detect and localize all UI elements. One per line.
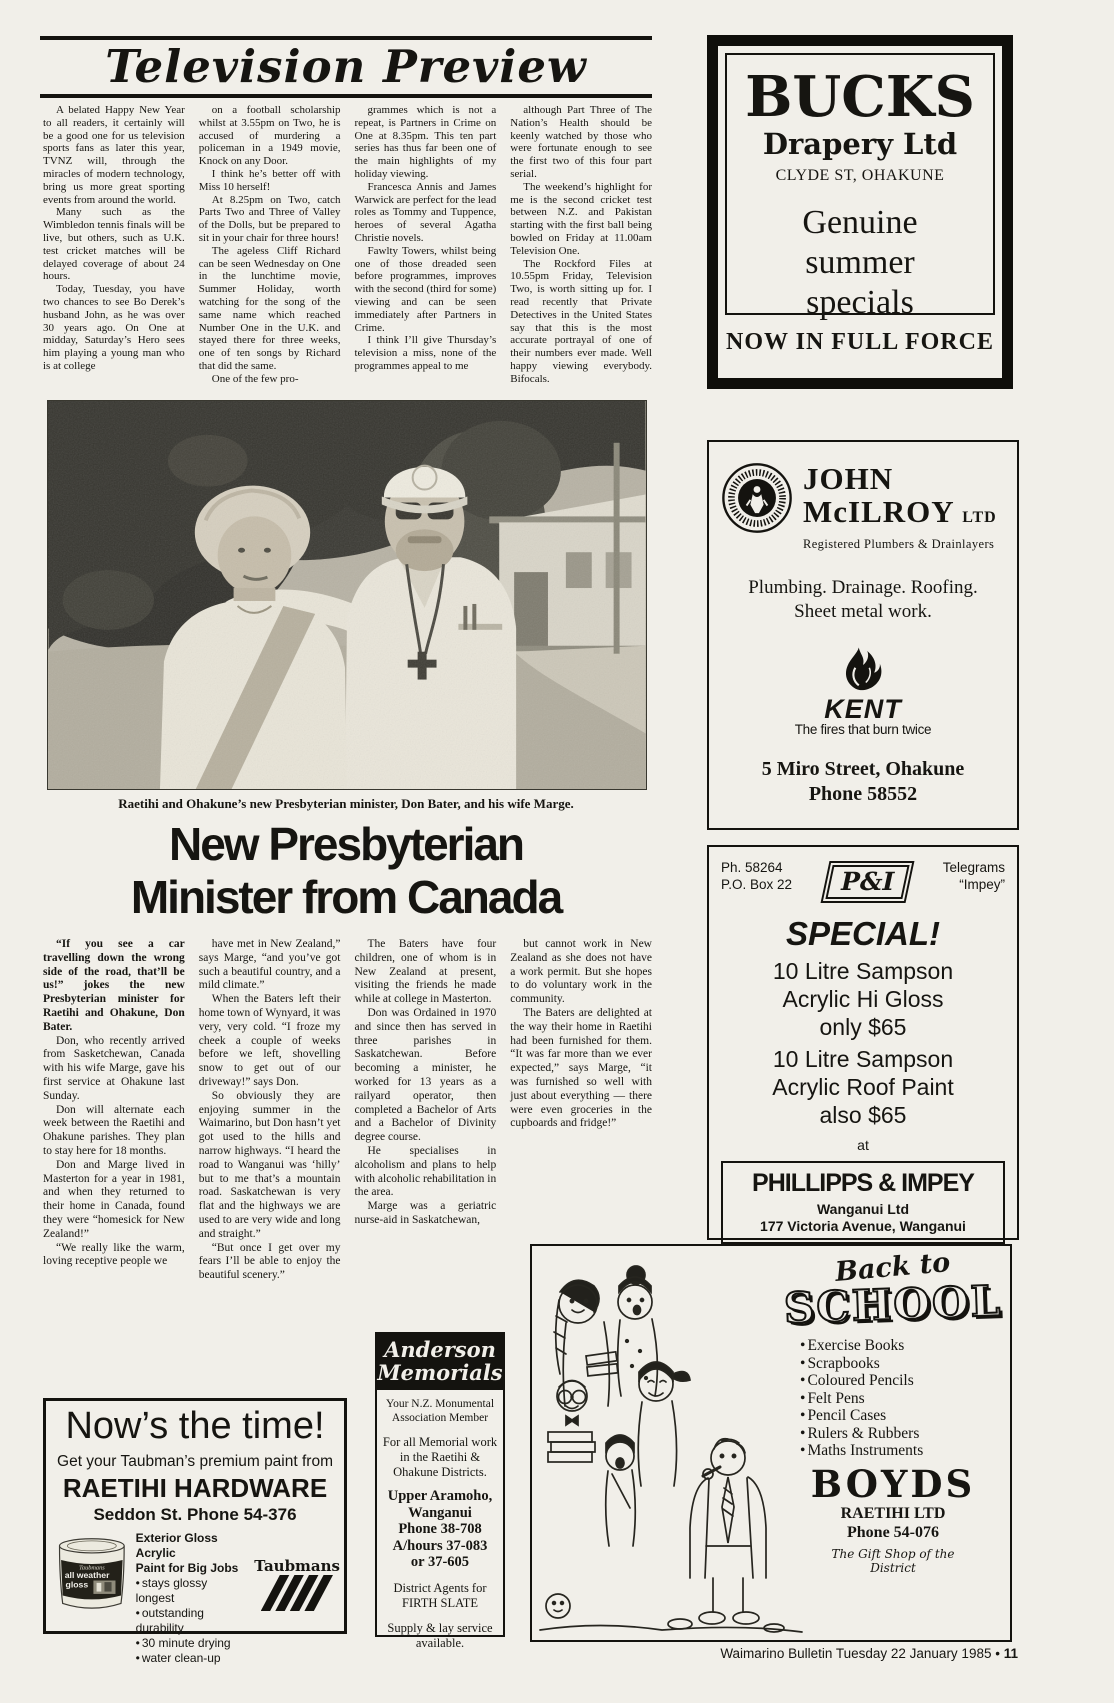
anderson-name bbox=[377, 1334, 503, 1390]
tv-preview-article bbox=[43, 104, 652, 396]
pi-item-2 bbox=[709, 1045, 1017, 1129]
pi-dealer-name: PHILLIPPS & IMPEY bbox=[752, 1169, 974, 1197]
back-to-school-logo-line1: Back to bbox=[834, 1247, 952, 1288]
anderson-address-item: or 37-605 bbox=[410, 1554, 470, 1570]
minister-column-2 bbox=[199, 938, 341, 1350]
tv-column-2-item: The ageless Cliff Richard can be seen Wednesday on One in the lunchtime movie, Summer Holiday, worth watching for the song of the same name which reached Number One in the U.K. and stayed there for three weeks, one of ten songs by Richard that did the same. bbox=[198, 244, 341, 372]
raetihi-headline: Now’s the time! bbox=[65, 1405, 325, 1447]
kent-flame-icon bbox=[842, 646, 884, 691]
pi-item-2-item: 10 Litre Sampson bbox=[772, 1046, 954, 1072]
pi-item-1-item: only $65 bbox=[819, 1014, 907, 1040]
tv-column-3-item: grammes which is not a repeat, is Partners in Crime on One at 8.35pm. This ten part series has thus far been one of the main highlights of my holiday viewing. bbox=[354, 104, 497, 180]
minister-headline-line1: New Presbyterian bbox=[168, 818, 524, 870]
boyds-tagline bbox=[784, 1547, 1002, 1575]
minister-column-1-item: “We really like the warm, loving receptive people we bbox=[43, 1241, 185, 1268]
bucks-ad-address: CLYDE ST, OHAKUNE bbox=[775, 167, 945, 184]
anderson-name-item: Anderson bbox=[384, 1337, 496, 1362]
couple-photo bbox=[47, 400, 647, 790]
mcilroy-services bbox=[709, 576, 1017, 624]
taubmans-product-copy bbox=[136, 1531, 249, 1666]
boyds-store-sub: RAETIHI LTD bbox=[840, 1504, 946, 1522]
kent-tagline: The fires that burn twice bbox=[794, 722, 932, 737]
mcilroy-ltd: LTD bbox=[962, 509, 997, 526]
photo-caption: Raetihi and Ohakune’s new Presbyterian minister, Don Bater, and his wife Marge. bbox=[118, 796, 574, 811]
minister-column-3 bbox=[355, 938, 497, 1350]
minister-column-3-item: He specialises in alcoholism and plans to help with alcoholic rehabilitation in the area. bbox=[354, 1144, 497, 1199]
pi-telegrams-item: Telegrams bbox=[942, 860, 1005, 875]
minister-column-4-item: but cannot work in New Zealand as she does not have a work permit. But she hopes to do voluntary work in the community. bbox=[510, 938, 652, 1006]
pi-item-2-item: also $65 bbox=[819, 1102, 907, 1128]
tv-column-4 bbox=[510, 104, 652, 396]
anderson-body bbox=[377, 1435, 503, 1480]
minister-column-2-item: “But once I get over my fears I’ll be able to enjoy the beautiful scenery.” bbox=[198, 1241, 341, 1282]
tv-column-3-item: Francesca Annis and James Warwick are perfect for the lead roles as Tommy and Tuppence, heroes of several Agatha Christie novels. bbox=[354, 180, 497, 244]
pi-item-1-item: Acrylic Hi Gloss bbox=[782, 986, 944, 1012]
minister-column-1-item: Don will alternate each week between the Raetihi and Ohakune parishes. They plan to stay here for 18 months. bbox=[43, 1103, 185, 1157]
anderson-agents-item: FIRTH SLATE bbox=[402, 1595, 478, 1610]
mcilroy-name-line2: McILROY bbox=[803, 494, 954, 529]
pi-special: SPECIAL! bbox=[785, 915, 940, 952]
back-to-school-items-item: • Scrapbooks bbox=[800, 1355, 1002, 1373]
pi-at: at bbox=[857, 1137, 869, 1153]
anderson-member-item: Your N.Z. Monumental bbox=[385, 1398, 495, 1410]
taubmans-stripes-icon bbox=[261, 1575, 333, 1611]
raetihi-address: Seddon St. Phone 54-376 bbox=[93, 1505, 297, 1524]
raetihi-store-name: RAETIHI HARDWARE bbox=[62, 1473, 328, 1503]
pi-po-box: P.O. Box 22 bbox=[721, 877, 793, 892]
pi-item-1-item: 10 Litre Sampson bbox=[772, 958, 954, 984]
back-to-school-items-item: • Pencil Cases bbox=[800, 1407, 1002, 1425]
anderson-address-item: Wanganui bbox=[408, 1504, 472, 1521]
tv-column-2 bbox=[199, 104, 341, 396]
anderson-address-item: Upper Aramoho, bbox=[387, 1488, 493, 1504]
back-to-school-items-item: • Rulers & Rubbers bbox=[800, 1425, 1002, 1443]
minister-column-2-item: When the Baters left their home town of Wynyard, it was very, very cold. “I froze my cheek a couple of weeks before we left, shovelling snow to get out of our driveway!” says Don. bbox=[198, 993, 341, 1088]
tv-preview-title: Television Preview bbox=[105, 40, 587, 93]
anderson-member-item: Association Member bbox=[391, 1411, 489, 1424]
pi-telegrams-item: “Impey” bbox=[959, 877, 1005, 892]
anderson-memorials-ad bbox=[375, 1332, 505, 1650]
taubmans-product-bullets bbox=[136, 1576, 249, 1666]
pi-dealer-sub-item: Wanganui Ltd bbox=[816, 1201, 910, 1217]
anderson-body-item: Ohakune Districts. bbox=[393, 1465, 487, 1479]
back-to-school-items-item: • Felt Pens bbox=[800, 1390, 1002, 1408]
taubmans-product-title-item: Paint for Big Jobs bbox=[135, 1561, 239, 1575]
boyds-store-name: BOYDS bbox=[810, 1461, 976, 1506]
tv-column-3-item: Fawlty Towers, whilst being one of those dreaded seen before programmes, improves with the second (third for some) viewing and can be seen immediately after Partners in Crime. bbox=[354, 244, 497, 334]
bucks-ad-special bbox=[727, 203, 993, 323]
master-plumbers-seal-icon bbox=[721, 462, 793, 534]
tv-rule-bottom bbox=[40, 94, 652, 98]
pi-item-1 bbox=[709, 957, 1017, 1041]
back-to-school-logo bbox=[783, 1247, 1003, 1333]
minister-column-4-item: The Baters are delighted at the way their home in Raetihi had been furnished for them. “It was far more than we ever expected,” says Marge, “it was furnished so well with just about everything — there were even groceries in the cupboards and fridge!” bbox=[510, 1006, 652, 1130]
pi-dealer-sub-item: 177 Victoria Avenue, Wanganui bbox=[760, 1218, 966, 1234]
boyds-tagline-item: District bbox=[870, 1560, 916, 1575]
tv-column-1-item: A belated Happy New Year to all readers, it certainly will be a good one for us television sports fans as later this year, TVNZ will, through the miracles of modern technology, bring us more great sporting events from around the world. bbox=[43, 104, 185, 206]
pi-item-2-item: Acrylic Roof Paint bbox=[772, 1074, 954, 1100]
mcilroy-services-item: Sheet metal work. bbox=[794, 601, 932, 622]
paint-can-line1: all weather bbox=[64, 1570, 110, 1581]
minister-lead-paragraph: “If you see a car travelling down the wrong side of the road, that’ll be us!” jokes the new Presbyterian minister for Raetihi and Ohakune, Don Bater. bbox=[43, 938, 185, 1033]
mcilroy-name-line1: JOHN bbox=[803, 461, 894, 496]
pi-phone: Ph. 58264 bbox=[721, 860, 783, 875]
minister-column-3-item: Don was Ordained in 1970 and since then has served in three parishes in Saskatchewan. Before becoming a minister, he worked for 13 years as a railyard operator, then completed a Bachelor of Arts and a Bachelor of Divinity degree course. bbox=[354, 1006, 497, 1144]
tv-column-4-item: although Part Three of The Nation’s Health should be keenly watched by those who were fortunate enough to see the first two of this four part serial. bbox=[510, 104, 652, 180]
minister-column-3-item: Marge was a geriatric nurse-aid in Saskatchewan, bbox=[354, 1200, 497, 1226]
pi-dealer-sub bbox=[725, 1201, 1001, 1235]
phillipps-impey-ad bbox=[707, 845, 1019, 1240]
anderson-address bbox=[377, 1488, 503, 1571]
raetihi-subline: Get your Taubman’s premium paint from bbox=[57, 1453, 333, 1470]
minister-column-2-item: So obviously they are enjoying summer in the Waimarino, but Don hasn’t yet got used to the hills and narrow highways. “I heard the road to Wanganui was ‘hilly’ but to me that’s a mountain road. Saskatchewan is very flat and the highways we are used to are very wide and long and straight.” bbox=[198, 1089, 341, 1240]
tv-column-4-item: The Rockford Files at 10.55pm Friday, Television Two, is worth sitting up for. I read recently that Private Detectives in the United States say that this is the most accurate portrayal of one of their numbers ever made. Well happy viewing everybody. Bifocals. bbox=[510, 257, 652, 385]
bucks-ad bbox=[707, 35, 1013, 389]
back-to-school-items-item: • Coloured Pencils bbox=[800, 1372, 1002, 1390]
raetihi-hardware-ad bbox=[43, 1398, 347, 1665]
tv-column-2-item: At 8.25pm on Two, catch Parts Two and Three of Valley of the Dolls, but be prepared to sit in your chair for three hours! bbox=[198, 193, 341, 244]
kent-logo bbox=[709, 646, 1017, 737]
back-to-school-ad bbox=[530, 1244, 1012, 1642]
tv-column-3 bbox=[355, 104, 497, 396]
kent-name: KENT bbox=[824, 694, 902, 724]
anderson-supply bbox=[377, 1621, 503, 1651]
anderson-member bbox=[377, 1398, 503, 1425]
taubmans-product-title-item: Exterior Gloss Acrylic bbox=[135, 1531, 218, 1560]
tv-column-2-item: I think he’s better off with Miss 10 herself! bbox=[198, 167, 341, 193]
mcilroy-name-line2-wrap bbox=[803, 495, 997, 534]
taubmans-product-title bbox=[136, 1531, 249, 1576]
anderson-address-item: A/hours 37-083 bbox=[392, 1537, 488, 1554]
bucks-ad-inner-frame bbox=[725, 53, 995, 321]
anderson-name-item: Memorials bbox=[377, 1360, 503, 1385]
minister-headline-line2: Minister from Canada bbox=[130, 871, 562, 923]
tv-column-1-item: Today, Tuesday, you have two chances to see Bo Derek’s husband John, as he was over 30 years ago. On One at midday, Saturday’s Hero sees him playing a young man who is at college bbox=[43, 283, 185, 372]
minister-column-1-item: Don, who recently arrived from Sasketchewan, Canada with his wife Marge, gave his first service at Ohakune last Sunday. bbox=[43, 1034, 185, 1102]
taubmans-product-bullets-item: • water clean-up bbox=[136, 1651, 249, 1666]
bucks-ad-special-item: specials bbox=[806, 284, 914, 321]
tv-column-4-item: The weekend’s highlight for me is the second cricket test between N.Z. and Pakistan starting with the first ball being bowled on Friday at 11.00am Television One. bbox=[510, 180, 652, 257]
anderson-agents-item: District Agents for bbox=[393, 1580, 487, 1595]
tv-column-1 bbox=[43, 104, 185, 396]
back-to-school-items-item: • Exercise Books bbox=[800, 1337, 1002, 1355]
taubmans-product-bullets-item: • 30 minute drying bbox=[136, 1636, 249, 1651]
bucks-ad-special-item: Genuine bbox=[802, 204, 918, 241]
anderson-agents bbox=[377, 1581, 503, 1611]
back-to-school-logo-line2: SCHOOL bbox=[783, 1276, 1003, 1333]
pi-logo-text: P&I bbox=[825, 865, 909, 899]
paint-can-brand: Taubmans bbox=[79, 1564, 105, 1572]
anderson-supply-item: Supply & lay service bbox=[387, 1620, 493, 1635]
paint-can-line2: gloss bbox=[65, 1579, 89, 1590]
back-to-school-items-item: • Maths Instruments bbox=[800, 1442, 1002, 1460]
minister-column-1 bbox=[43, 938, 185, 1350]
mcilroy-ad bbox=[707, 440, 1019, 830]
minister-column-1-item: Don and Marge lived in Masterton for a year in 1981, and when they returned to their home in Canada, found they were “homesick for New Zealand!” bbox=[43, 1158, 185, 1240]
mcilroy-services-item: Plumbing. Drainage. Roofing. bbox=[748, 577, 978, 598]
mcilroy-address-item: Phone 58552 bbox=[808, 783, 918, 805]
taubmans-logo-text: Taubmans bbox=[254, 1557, 340, 1575]
footer-text: Waimarino Bulletin Tuesday 22 January 1985 • bbox=[720, 1646, 1000, 1661]
boyds-tagline-item: The Gift Shop of the bbox=[831, 1546, 955, 1561]
bucks-ad-footer: NOW IN FULL FORCE bbox=[726, 329, 994, 355]
mcilroy-address-item: 5 Miro Street, Ohakune bbox=[761, 758, 965, 780]
couple-photo-illustration bbox=[48, 401, 646, 789]
anderson-body-item: For all Memorial work bbox=[382, 1435, 498, 1449]
back-to-school-items bbox=[784, 1337, 1002, 1460]
anderson-supply-item: available. bbox=[415, 1635, 465, 1650]
pi-dealer-box bbox=[721, 1161, 1005, 1244]
mcilroy-registered: Registered Plumbers & Drainlayers bbox=[803, 537, 995, 551]
taubmans-product-bullets-item: • outstanding durability bbox=[136, 1606, 249, 1636]
minister-column-2-item: have met in New Zealand,” says Marge, “and you’ve got such a beautiful country, and a mild climate.” bbox=[198, 938, 341, 992]
bucks-ad-special-item: summer bbox=[805, 244, 915, 281]
bucks-ad-subtitle: Drapery Ltd bbox=[762, 127, 958, 161]
anderson-address-item: Phone 38-708 bbox=[398, 1521, 482, 1537]
taubmans-logo bbox=[254, 1557, 340, 1616]
mcilroy-address bbox=[709, 757, 1017, 807]
taubmans-product-bullets-item: • stays glossy longest bbox=[136, 1576, 249, 1606]
children-illustration bbox=[532, 1246, 812, 1638]
tv-column-2-item: on a football scholarship whilst at 3.55pm on Two, he is accused of murdering a policeman in a 1949 movie, Knock on any Door. bbox=[198, 104, 341, 168]
tv-column-1-item: Many such as the Wimbledon tennis finals will be live, but others, such as U.K. test cricket matches will be delayed coverage of about 24 hours. bbox=[43, 206, 185, 283]
footer-page-number: 11 bbox=[1003, 1646, 1018, 1661]
anderson-body-item: in the Raetihi & bbox=[399, 1450, 481, 1464]
minister-headline bbox=[28, 818, 664, 924]
minister-column-3-item: The Baters have four children, one of whom is in New Zealand at present, visiting the friends he made while at college in Masterton. bbox=[354, 938, 497, 1006]
tv-column-3-item: I think I’ll give Thursday’s television a miss, none of the programmes appeal to me bbox=[354, 334, 497, 372]
boyds-phone: Phone 54-076 bbox=[847, 1523, 939, 1541]
pi-contact bbox=[721, 859, 792, 893]
paint-can-image bbox=[54, 1531, 130, 1619]
bucks-ad-name: BUCKS bbox=[745, 64, 975, 130]
tv-column-2-item: One of the few pro- bbox=[211, 372, 299, 385]
pi-logo bbox=[820, 861, 914, 903]
pi-telegrams bbox=[943, 859, 1005, 893]
